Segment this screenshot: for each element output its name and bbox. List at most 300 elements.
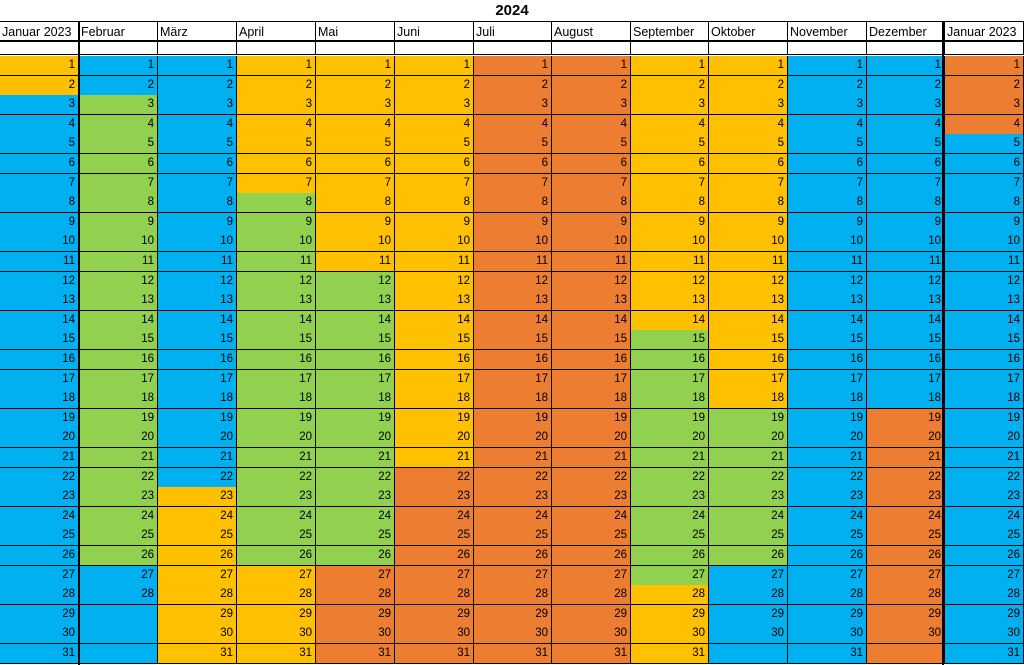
day-cell[interactable]: 5 — [709, 134, 788, 154]
day-cell[interactable]: 2 — [158, 76, 237, 96]
day-cell[interactable]: 12 — [631, 272, 709, 292]
day-cell[interactable]: 26 — [788, 546, 867, 566]
day-cell[interactable]: 2 — [788, 76, 867, 96]
day-cell[interactable]: 24 — [79, 507, 158, 527]
day-cell[interactable]: 28 — [788, 585, 867, 605]
day-cell[interactable]: 10 — [158, 232, 237, 252]
day-cell[interactable]: 14 — [552, 311, 631, 331]
day-cell[interactable]: 5 — [237, 134, 316, 154]
day-cell[interactable]: 14 — [237, 311, 316, 331]
day-cell[interactable]: 16 — [395, 350, 474, 370]
day-cell[interactable]: 7 — [631, 174, 709, 194]
day-cell[interactable]: 3 — [631, 95, 709, 115]
day-cell[interactable]: 11 — [709, 252, 788, 272]
day-cell[interactable]: 9 — [237, 213, 316, 233]
day-cell[interactable]: 20 — [0, 428, 79, 448]
day-cell[interactable]: 11 — [0, 252, 79, 272]
day-cell[interactable]: 27 — [709, 566, 788, 586]
day-cell[interactable]: 31 — [945, 644, 1024, 664]
day-cell[interactable]: 20 — [316, 428, 395, 448]
day-cell[interactable]: 30 — [158, 624, 237, 644]
day-cell[interactable]: 1 — [316, 56, 395, 76]
day-cell[interactable]: 2 — [474, 76, 552, 96]
day-cell[interactable]: 7 — [316, 174, 395, 194]
day-cell[interactable]: 15 — [867, 330, 945, 350]
day-cell[interactable]: 12 — [316, 272, 395, 292]
day-cell[interactable]: 9 — [631, 213, 709, 233]
day-cell[interactable]: 20 — [945, 428, 1024, 448]
day-cell[interactable]: 30 — [316, 624, 395, 644]
day-cell[interactable]: 9 — [395, 213, 474, 233]
day-cell[interactable]: 8 — [788, 193, 867, 213]
day-cell[interactable]: 15 — [474, 330, 552, 350]
day-cell[interactable]: 15 — [945, 330, 1024, 350]
day-cell[interactable]: 10 — [395, 232, 474, 252]
day-cell[interactable]: 8 — [631, 193, 709, 213]
day-cell[interactable]: 9 — [709, 213, 788, 233]
day-cell[interactable]: 28 — [709, 585, 788, 605]
day-cell[interactable]: 30 — [395, 624, 474, 644]
day-cell[interactable]: 5 — [316, 134, 395, 154]
day-cell[interactable]: 15 — [631, 330, 709, 350]
day-cell[interactable]: 23 — [945, 487, 1024, 507]
day-cell[interactable]: 6 — [552, 154, 631, 174]
day-cell[interactable]: 3 — [552, 95, 631, 115]
day-cell[interactable]: 8 — [945, 193, 1024, 213]
day-cell[interactable]: 29 — [945, 605, 1024, 625]
day-cell[interactable]: 16 — [945, 350, 1024, 370]
day-cell[interactable]: 21 — [79, 448, 158, 468]
day-cell[interactable]: 5 — [0, 134, 79, 154]
day-cell[interactable]: 10 — [945, 232, 1024, 252]
day-cell[interactable]: 22 — [867, 468, 945, 488]
day-cell[interactable]: 12 — [237, 272, 316, 292]
day-cell[interactable]: 5 — [552, 134, 631, 154]
day-cell[interactable]: 22 — [709, 468, 788, 488]
day-cell[interactable]: 13 — [709, 291, 788, 311]
day-cell[interactable]: 23 — [395, 487, 474, 507]
day-cell[interactable]: 13 — [867, 291, 945, 311]
day-cell[interactable]: 31 — [0, 644, 79, 664]
day-cell[interactable]: 27 — [474, 566, 552, 586]
day-cell[interactable]: 4 — [474, 115, 552, 135]
day-cell[interactable]: 17 — [945, 370, 1024, 390]
day-cell[interactable]: 6 — [474, 154, 552, 174]
day-cell[interactable]: 7 — [79, 174, 158, 194]
day-cell[interactable]: 14 — [631, 311, 709, 331]
day-cell[interactable]: 14 — [395, 311, 474, 331]
day-cell[interactable]: 18 — [79, 389, 158, 409]
day-cell[interactable]: 1 — [788, 56, 867, 76]
day-cell[interactable]: 4 — [316, 115, 395, 135]
day-cell[interactable]: 7 — [237, 174, 316, 194]
day-cell[interactable]: 12 — [788, 272, 867, 292]
day-cell[interactable]: 1 — [79, 56, 158, 76]
day-cell[interactable]: 17 — [867, 370, 945, 390]
day-cell[interactable]: 1 — [474, 56, 552, 76]
day-cell[interactable]: 9 — [788, 213, 867, 233]
day-cell[interactable]: 29 — [237, 605, 316, 625]
day-cell[interactable]: 10 — [552, 232, 631, 252]
day-cell[interactable]: 24 — [316, 507, 395, 527]
day-cell[interactable]: 7 — [867, 174, 945, 194]
day-cell[interactable]: 18 — [395, 389, 474, 409]
day-cell[interactable]: 7 — [474, 174, 552, 194]
day-cell[interactable]: 17 — [0, 370, 79, 390]
day-cell[interactable]: 31 — [395, 644, 474, 664]
day-cell[interactable]: 8 — [552, 193, 631, 213]
day-cell[interactable]: 23 — [316, 487, 395, 507]
day-cell[interactable]: 6 — [788, 154, 867, 174]
day-cell[interactable]: 2 — [867, 76, 945, 96]
day-cell[interactable]: 7 — [395, 174, 474, 194]
day-cell[interactable]: 29 — [709, 605, 788, 625]
day-cell[interactable]: 17 — [316, 370, 395, 390]
day-cell[interactable]: 22 — [945, 468, 1024, 488]
day-cell[interactable]: 6 — [631, 154, 709, 174]
day-cell[interactable]: 19 — [788, 409, 867, 429]
day-cell[interactable]: 28 — [631, 585, 709, 605]
empty-cell[interactable] — [867, 644, 945, 664]
day-cell[interactable]: 7 — [552, 174, 631, 194]
day-cell[interactable]: 1 — [158, 56, 237, 76]
day-cell[interactable]: 3 — [474, 95, 552, 115]
day-cell[interactable]: 25 — [631, 526, 709, 546]
day-cell[interactable]: 2 — [631, 76, 709, 96]
day-cell[interactable]: 6 — [158, 154, 237, 174]
day-cell[interactable]: 28 — [474, 585, 552, 605]
day-cell[interactable]: 4 — [0, 115, 79, 135]
day-cell[interactable]: 9 — [945, 213, 1024, 233]
day-cell[interactable]: 26 — [474, 546, 552, 566]
day-cell[interactable]: 29 — [788, 605, 867, 625]
day-cell[interactable]: 24 — [395, 507, 474, 527]
day-cell[interactable]: 17 — [709, 370, 788, 390]
day-cell[interactable]: 25 — [945, 526, 1024, 546]
day-cell[interactable]: 14 — [158, 311, 237, 331]
day-cell[interactable]: 2 — [237, 76, 316, 96]
day-cell[interactable]: 21 — [158, 448, 237, 468]
day-cell[interactable]: 19 — [709, 409, 788, 429]
day-cell[interactable]: 13 — [158, 291, 237, 311]
day-cell[interactable]: 28 — [945, 585, 1024, 605]
day-cell[interactable]: 29 — [867, 605, 945, 625]
day-cell[interactable]: 4 — [158, 115, 237, 135]
day-cell[interactable]: 21 — [788, 448, 867, 468]
day-cell[interactable]: 15 — [788, 330, 867, 350]
day-cell[interactable]: 13 — [79, 291, 158, 311]
day-cell[interactable]: 19 — [867, 409, 945, 429]
day-cell[interactable]: 16 — [552, 350, 631, 370]
day-cell[interactable]: 21 — [552, 448, 631, 468]
day-cell[interactable]: 29 — [552, 605, 631, 625]
day-cell[interactable]: 27 — [631, 566, 709, 586]
day-cell[interactable]: 15 — [237, 330, 316, 350]
day-cell[interactable]: 28 — [867, 585, 945, 605]
day-cell[interactable]: 16 — [867, 350, 945, 370]
day-cell[interactable]: 4 — [79, 115, 158, 135]
day-cell[interactable]: 22 — [395, 468, 474, 488]
day-cell[interactable]: 16 — [631, 350, 709, 370]
day-cell[interactable]: 7 — [709, 174, 788, 194]
day-cell[interactable]: 2 — [945, 76, 1024, 96]
day-cell[interactable]: 14 — [0, 311, 79, 331]
day-cell[interactable]: 10 — [237, 232, 316, 252]
day-cell[interactable]: 22 — [631, 468, 709, 488]
day-cell[interactable]: 10 — [788, 232, 867, 252]
day-cell[interactable]: 6 — [79, 154, 158, 174]
day-cell[interactable]: 3 — [237, 95, 316, 115]
day-cell[interactable]: 26 — [79, 546, 158, 566]
day-cell[interactable]: 12 — [474, 272, 552, 292]
day-cell[interactable]: 19 — [945, 409, 1024, 429]
day-cell[interactable]: 5 — [867, 134, 945, 154]
day-cell[interactable]: 23 — [552, 487, 631, 507]
day-cell[interactable]: 18 — [158, 389, 237, 409]
day-cell[interactable]: 4 — [788, 115, 867, 135]
day-cell[interactable]: 20 — [395, 428, 474, 448]
day-cell[interactable]: 30 — [474, 624, 552, 644]
day-cell[interactable]: 1 — [237, 56, 316, 76]
day-cell[interactable]: 18 — [0, 389, 79, 409]
day-cell[interactable]: 20 — [788, 428, 867, 448]
day-cell[interactable]: 21 — [395, 448, 474, 468]
day-cell[interactable]: 11 — [237, 252, 316, 272]
day-cell[interactable]: 27 — [79, 566, 158, 586]
day-cell[interactable]: 8 — [474, 193, 552, 213]
day-cell[interactable]: 9 — [867, 213, 945, 233]
day-cell[interactable]: 25 — [158, 526, 237, 546]
day-cell[interactable]: 15 — [709, 330, 788, 350]
day-cell[interactable]: 16 — [158, 350, 237, 370]
day-cell[interactable]: 16 — [0, 350, 79, 370]
day-cell[interactable]: 3 — [158, 95, 237, 115]
day-cell[interactable]: 31 — [552, 644, 631, 664]
day-cell[interactable]: 13 — [237, 291, 316, 311]
day-cell[interactable]: 20 — [552, 428, 631, 448]
day-cell[interactable]: 27 — [158, 566, 237, 586]
day-cell[interactable]: 30 — [867, 624, 945, 644]
day-cell[interactable]: 7 — [945, 174, 1024, 194]
day-cell[interactable]: 20 — [158, 428, 237, 448]
day-cell[interactable]: 30 — [709, 624, 788, 644]
day-cell[interactable]: 22 — [0, 468, 79, 488]
day-cell[interactable]: 15 — [316, 330, 395, 350]
day-cell[interactable]: 24 — [474, 507, 552, 527]
day-cell[interactable]: 2 — [0, 76, 79, 96]
day-cell[interactable]: 15 — [395, 330, 474, 350]
day-cell[interactable]: 20 — [79, 428, 158, 448]
day-cell[interactable]: 9 — [552, 213, 631, 233]
day-cell[interactable]: 4 — [237, 115, 316, 135]
day-cell[interactable]: 29 — [474, 605, 552, 625]
day-cell[interactable]: 8 — [709, 193, 788, 213]
day-cell[interactable]: 25 — [79, 526, 158, 546]
day-cell[interactable]: 20 — [474, 428, 552, 448]
day-cell[interactable]: 8 — [395, 193, 474, 213]
day-cell[interactable]: 31 — [788, 644, 867, 664]
day-cell[interactable]: 10 — [867, 232, 945, 252]
day-cell[interactable]: 19 — [631, 409, 709, 429]
day-cell[interactable]: 26 — [945, 546, 1024, 566]
day-cell[interactable]: 26 — [0, 546, 79, 566]
day-cell[interactable]: 10 — [631, 232, 709, 252]
day-cell[interactable]: 21 — [631, 448, 709, 468]
day-cell[interactable]: 3 — [316, 95, 395, 115]
day-cell[interactable]: 31 — [316, 644, 395, 664]
day-cell[interactable]: 3 — [79, 95, 158, 115]
day-cell[interactable]: 5 — [395, 134, 474, 154]
day-cell[interactable]: 27 — [867, 566, 945, 586]
day-cell[interactable]: 18 — [552, 389, 631, 409]
day-cell[interactable]: 29 — [631, 605, 709, 625]
day-cell[interactable]: 9 — [158, 213, 237, 233]
day-cell[interactable]: 26 — [158, 546, 237, 566]
day-cell[interactable]: 22 — [788, 468, 867, 488]
day-cell[interactable]: 10 — [0, 232, 79, 252]
day-cell[interactable]: 8 — [0, 193, 79, 213]
day-cell[interactable]: 10 — [709, 232, 788, 252]
day-cell[interactable]: 11 — [631, 252, 709, 272]
day-cell[interactable]: 5 — [158, 134, 237, 154]
day-cell[interactable]: 12 — [867, 272, 945, 292]
day-cell[interactable]: 16 — [788, 350, 867, 370]
day-cell[interactable]: 26 — [237, 546, 316, 566]
day-cell[interactable]: 22 — [552, 468, 631, 488]
day-cell[interactable]: 8 — [316, 193, 395, 213]
day-cell[interactable]: 16 — [709, 350, 788, 370]
day-cell[interactable]: 12 — [709, 272, 788, 292]
day-cell[interactable]: 17 — [237, 370, 316, 390]
day-cell[interactable]: 24 — [552, 507, 631, 527]
day-cell[interactable]: 22 — [474, 468, 552, 488]
day-cell[interactable]: 30 — [237, 624, 316, 644]
day-cell[interactable]: 18 — [237, 389, 316, 409]
day-cell[interactable]: 9 — [0, 213, 79, 233]
day-cell[interactable]: 2 — [316, 76, 395, 96]
day-cell[interactable]: 8 — [237, 193, 316, 213]
day-cell[interactable]: 18 — [316, 389, 395, 409]
day-cell[interactable]: 1 — [552, 56, 631, 76]
day-cell[interactable]: 9 — [79, 213, 158, 233]
day-cell[interactable]: 14 — [316, 311, 395, 331]
day-cell[interactable]: 20 — [631, 428, 709, 448]
day-cell[interactable]: 3 — [945, 95, 1024, 115]
day-cell[interactable]: 25 — [709, 526, 788, 546]
day-cell[interactable]: 1 — [395, 56, 474, 76]
day-cell[interactable]: 21 — [709, 448, 788, 468]
day-cell[interactable]: 29 — [158, 605, 237, 625]
day-cell[interactable]: 23 — [709, 487, 788, 507]
day-cell[interactable]: 29 — [0, 605, 79, 625]
day-cell[interactable]: 29 — [395, 605, 474, 625]
day-cell[interactable]: 31 — [631, 644, 709, 664]
day-cell[interactable]: 11 — [474, 252, 552, 272]
day-cell[interactable]: 14 — [945, 311, 1024, 331]
day-cell[interactable]: 3 — [867, 95, 945, 115]
day-cell[interactable]: 16 — [237, 350, 316, 370]
day-cell[interactable]: 13 — [395, 291, 474, 311]
day-cell[interactable]: 4 — [631, 115, 709, 135]
day-cell[interactable]: 5 — [474, 134, 552, 154]
day-cell[interactable]: 17 — [474, 370, 552, 390]
day-cell[interactable]: 13 — [474, 291, 552, 311]
day-cell[interactable]: 6 — [0, 154, 79, 174]
day-cell[interactable]: 11 — [945, 252, 1024, 272]
day-cell[interactable]: 17 — [552, 370, 631, 390]
day-cell[interactable]: 11 — [867, 252, 945, 272]
day-cell[interactable]: 8 — [158, 193, 237, 213]
day-cell[interactable]: 21 — [867, 448, 945, 468]
day-cell[interactable]: 19 — [158, 409, 237, 429]
day-cell[interactable]: 15 — [158, 330, 237, 350]
day-cell[interactable]: 18 — [709, 389, 788, 409]
day-cell[interactable]: 5 — [79, 134, 158, 154]
day-cell[interactable]: 6 — [945, 154, 1024, 174]
day-cell[interactable]: 17 — [79, 370, 158, 390]
day-cell[interactable]: 27 — [552, 566, 631, 586]
day-cell[interactable]: 15 — [79, 330, 158, 350]
day-cell[interactable]: 28 — [237, 585, 316, 605]
day-cell[interactable]: 21 — [945, 448, 1024, 468]
day-cell[interactable]: 22 — [158, 468, 237, 488]
day-cell[interactable]: 31 — [237, 644, 316, 664]
day-cell[interactable]: 25 — [316, 526, 395, 546]
day-cell[interactable]: 14 — [788, 311, 867, 331]
day-cell[interactable]: 27 — [237, 566, 316, 586]
day-cell[interactable]: 22 — [237, 468, 316, 488]
day-cell[interactable]: 12 — [395, 272, 474, 292]
day-cell[interactable]: 26 — [709, 546, 788, 566]
day-cell[interactable]: 27 — [0, 566, 79, 586]
day-cell[interactable]: 23 — [474, 487, 552, 507]
day-cell[interactable]: 11 — [788, 252, 867, 272]
day-cell[interactable]: 24 — [631, 507, 709, 527]
day-cell[interactable]: 12 — [158, 272, 237, 292]
day-cell[interactable]: 16 — [474, 350, 552, 370]
day-cell[interactable]: 17 — [631, 370, 709, 390]
day-cell[interactable]: 12 — [945, 272, 1024, 292]
day-cell[interactable]: 25 — [552, 526, 631, 546]
day-cell[interactable]: 5 — [945, 134, 1024, 154]
day-cell[interactable]: 11 — [395, 252, 474, 272]
day-cell[interactable]: 14 — [867, 311, 945, 331]
day-cell[interactable]: 27 — [316, 566, 395, 586]
day-cell[interactable]: 16 — [316, 350, 395, 370]
day-cell[interactable]: 18 — [867, 389, 945, 409]
day-cell[interactable]: 28 — [316, 585, 395, 605]
day-cell[interactable]: 23 — [237, 487, 316, 507]
day-cell[interactable]: 4 — [867, 115, 945, 135]
day-cell[interactable]: 17 — [395, 370, 474, 390]
day-cell[interactable]: 13 — [631, 291, 709, 311]
day-cell[interactable]: 23 — [631, 487, 709, 507]
day-cell[interactable]: 21 — [0, 448, 79, 468]
day-cell[interactable]: 6 — [867, 154, 945, 174]
day-cell[interactable]: 26 — [867, 546, 945, 566]
day-cell[interactable]: 19 — [237, 409, 316, 429]
day-cell[interactable]: 8 — [79, 193, 158, 213]
day-cell[interactable]: 23 — [788, 487, 867, 507]
day-cell[interactable]: 17 — [788, 370, 867, 390]
day-cell[interactable]: 19 — [552, 409, 631, 429]
day-cell[interactable]: 26 — [316, 546, 395, 566]
day-cell[interactable]: 27 — [945, 566, 1024, 586]
day-cell[interactable]: 2 — [79, 76, 158, 96]
day-cell[interactable]: 18 — [945, 389, 1024, 409]
day-cell[interactable]: 13 — [0, 291, 79, 311]
day-cell[interactable]: 12 — [79, 272, 158, 292]
